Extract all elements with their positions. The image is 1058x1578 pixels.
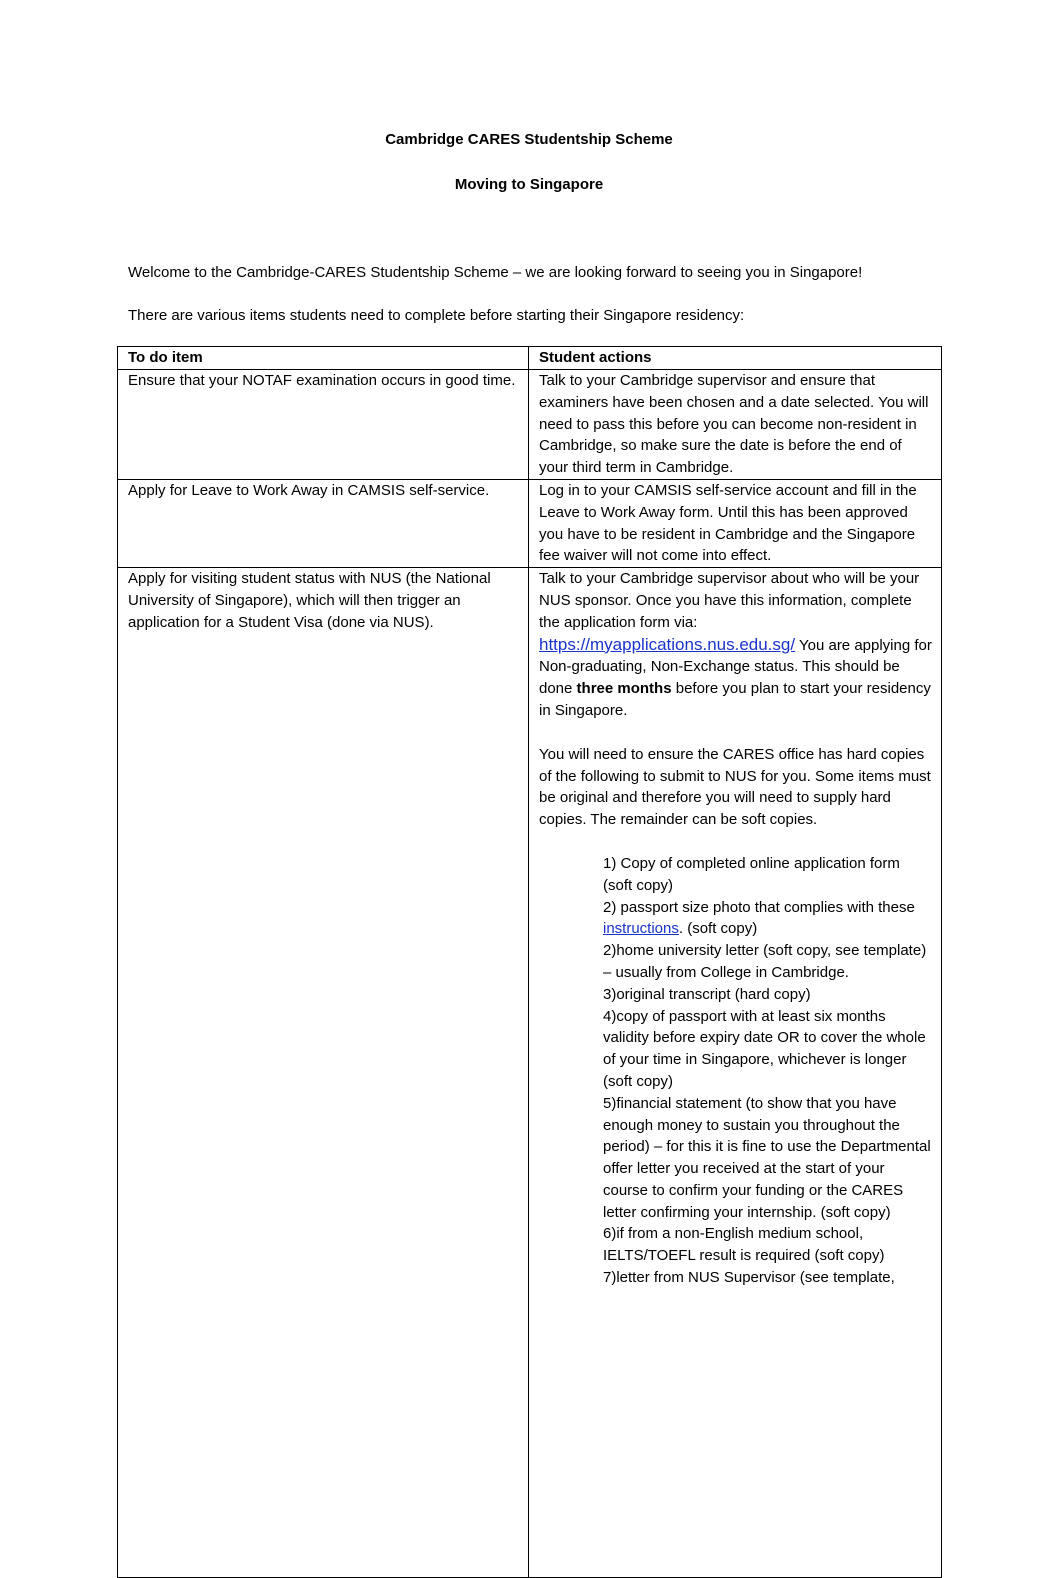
instructions-link[interactable]: instructions [603,920,679,938]
action-nus [529,568,942,1578]
table-row [118,370,942,480]
table-row [118,479,942,567]
document-subtitle: Moving to Singapore [454,176,604,193]
todo-table [117,346,942,1578]
list-item: 1) Copy of completed online application form (soft copy) [603,854,900,894]
list-item: 7)letter from NUS Supervisor (see template, [603,1269,895,1287]
lead-paragraph: There are various items students need to complete before starting their Singapore residency: [128,307,745,324]
table-header-row [118,347,942,370]
list-item: 4)copy of passport with at least six months validity before expiry date OR to cover the whole of your time in Singapore, whichever is longer (soft copy) [603,1007,926,1090]
action-nus-copies: You will need to ensure the CARES office has hard copies of the following to submit to NUS for you. Some items must be original and therefore you will need to supply hard copies. The remainder can be soft copies. [539,745,931,829]
document-title: Cambridge CARES Studentship Scheme [385,131,673,148]
column-header-todo: To do item [118,347,529,370]
action-nus-intro: Talk to your Cambridge supervisor about who will be your NUS sponsor. Once you have this information, complete the application form via: [539,570,920,631]
action-notaf: Talk to your Cambridge supervisor and ensure that examiners have been chosen and a date selected. You will need to pass this before you can become non-resident in Cambridge, so make sure the date is before the end of your third term in Cambridge. [529,370,942,480]
list-item: 6)if from a non-English medium school, IELTS/TOEFL result is required (soft copy) [603,1225,885,1265]
action-nus-start: before you plan to start your residency in Singapore. [539,680,931,719]
todo-item-nus: Apply for visiting student status with NUS (the National University of Singapore), which will then trigger an application for a Student Visa (done via NUS). [118,568,529,1578]
required-documents-list [539,853,933,1289]
list-item [603,897,933,941]
action-nus-status: You are applying for Non-graduating, Non-Exchange status. This should be done [539,636,932,698]
list-item-text: . (soft copy) [678,920,758,938]
todo-item-leave: Apply for Leave to Work Away in CAMSIS self-service. [118,479,529,567]
action-leave: Log in to your CAMSIS self-service account and fill in the Leave to Work Away form. Until this has been approved you have to be resident in Cambridge and the Singapore fee waiver will not come into effect. [529,479,942,567]
todo-item-notaf: Ensure that your NOTAF examination occurs in good time. [118,370,529,480]
list-item: 2)home university letter (soft copy, see template) – usually from College in Cambridge. [603,942,927,981]
table-row [118,568,942,1578]
welcome-paragraph: Welcome to the Cambridge-CARES Studentship Scheme – we are looking forward to seeing you in Singapore! [128,264,863,281]
column-header-actions: Student actions [529,347,942,370]
list-item-text: 2) passport size photo that complies with these [603,898,915,916]
list-item: 5)financial statement (to show that you have enough money to sustain you throughout the period) – for this it is fine to use the Departmental offer letter you received at the start of your course to confirm your funding or the CARES letter confirming your internship. (soft copy) [603,1094,931,1221]
list-item: 3)original transcript (hard copy) [603,985,811,1003]
nus-application-link[interactable]: https://myapplications.nus.edu.sg/ [539,634,796,654]
action-nus-timing: three months [576,680,672,698]
